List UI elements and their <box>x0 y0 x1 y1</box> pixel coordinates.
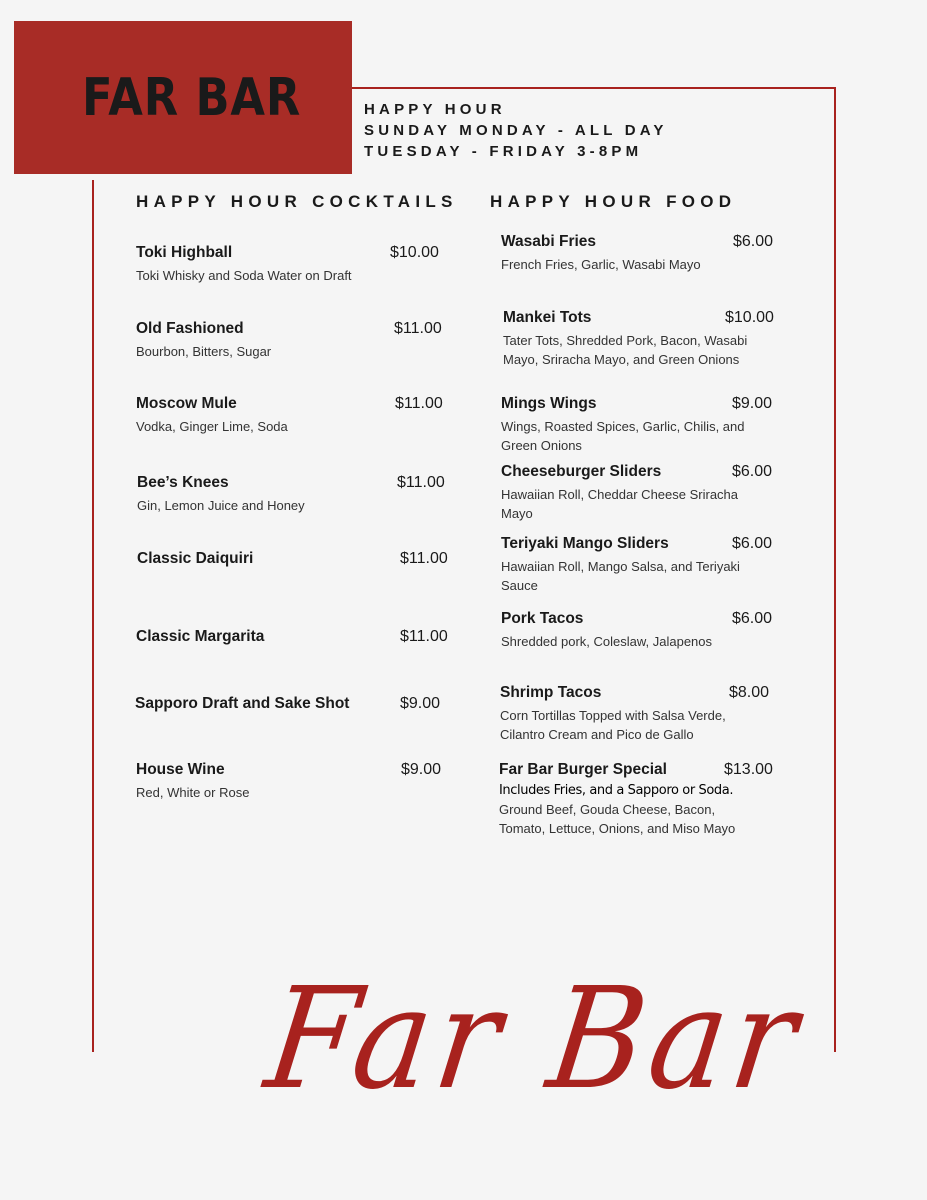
frame-right-line <box>834 87 836 1052</box>
item-description: French Fries, Garlic, Wasabi Mayo <box>501 257 701 272</box>
item-price: $11.00 <box>394 320 442 337</box>
item-name: Toki Highball <box>136 244 233 261</box>
item-price: $11.00 <box>397 474 445 491</box>
cocktail-item <box>137 474 457 515</box>
cocktails-heading: HAPPY HOUR COCKTAILS <box>136 192 458 211</box>
frame-top-line <box>352 87 836 89</box>
item-price: $6.00 <box>733 233 774 250</box>
item-price: $9.00 <box>400 695 441 712</box>
item-description: Wings, Roasted Spices, Garlic, Chilis, and Green Onions <box>501 419 745 453</box>
logo: FAR BAR <box>82 68 302 128</box>
schedule-title: HAPPY HOUR <box>364 101 506 118</box>
frame-left-line <box>92 180 94 1052</box>
item-name: Mings Wings <box>501 395 597 412</box>
item-price: $9.00 <box>732 395 773 412</box>
item-description: Bourbon, Bitters, Sugar <box>136 344 272 359</box>
item-name: Bee’s Knees <box>137 474 229 491</box>
item-description: Hawaiian Roll, Cheddar Cheese Sriracha Mayo <box>501 487 739 521</box>
cocktail-item <box>136 761 456 802</box>
food-heading: HAPPY HOUR FOOD <box>490 192 737 211</box>
item-description: Gin, Lemon Juice and Honey <box>137 498 305 513</box>
food-item <box>501 610 773 651</box>
item-price: $10.00 <box>725 309 774 326</box>
item-price: $6.00 <box>732 535 773 552</box>
food-item <box>499 761 773 838</box>
item-name: House Wine <box>136 761 225 778</box>
item-price: $11.00 <box>400 550 448 567</box>
item-price: $6.00 <box>732 463 773 480</box>
food-item <box>501 535 773 595</box>
item-description: Vodka, Ginger Lime, Soda <box>136 419 288 434</box>
happy-hour-schedule <box>364 99 668 162</box>
item-name: Classic Margarita <box>136 628 265 645</box>
food-item <box>500 684 770 744</box>
item-description: Corn Tortillas Topped with Salsa Verde, Cilantro Cream and Pico de Gallo <box>500 708 726 742</box>
cocktail-item <box>136 320 456 361</box>
food-item <box>501 395 773 455</box>
item-name: Mankei Tots <box>503 309 592 326</box>
food-item <box>501 233 774 274</box>
schedule-weekend: SUNDAY MONDAY - ALL DAY <box>364 122 668 139</box>
item-price: $11.00 <box>400 628 448 645</box>
item-description: Hawaiian Roll, Mango Salsa, and Teriyaki Sauce <box>501 559 740 593</box>
item-description: Shredded pork, Coleslaw, Jalapenos <box>501 634 713 649</box>
item-name: Old Fashioned <box>136 320 244 337</box>
cocktail-item <box>136 395 456 436</box>
item-name: Shrimp Tacos <box>500 684 602 701</box>
food-item <box>501 463 773 523</box>
item-description: Red, White or Rose <box>136 785 250 800</box>
item-name: Classic Daiquiri <box>137 550 254 567</box>
item-name: Sapporo Draft and Sake Shot <box>135 695 350 712</box>
item-description: Toki Whisky and Soda Water on Draft <box>136 268 352 283</box>
food-item <box>503 309 774 369</box>
item-name: Far Bar Burger Special <box>499 761 667 778</box>
item-description: Tater Tots, Shredded Pork, Bacon, Wasabi Mayo, Sriracha Mayo, and Green Onions <box>503 333 748 367</box>
item-name: Teriyaki Mango Sliders <box>501 535 669 552</box>
item-name: Pork Tacos <box>501 610 584 627</box>
item-price: $6.00 <box>732 610 773 627</box>
cocktail-item <box>136 628 456 646</box>
cocktail-item <box>137 550 457 568</box>
item-price: $10.00 <box>390 244 439 261</box>
item-price: $11.00 <box>395 395 443 412</box>
signature-logo: Far Bar <box>257 958 811 1121</box>
item-note: Includes Fries, and a Sapporo or Soda. <box>499 783 734 798</box>
cocktail-item <box>135 695 455 713</box>
item-name: Cheeseburger Sliders <box>501 463 662 480</box>
item-name: Wasabi Fries <box>501 233 597 250</box>
item-price: $13.00 <box>724 761 773 778</box>
item-description: Ground Beef, Gouda Cheese, Bacon, Tomato, Lettuce, Onions, and Miso Mayo <box>499 802 736 836</box>
cocktail-item <box>136 244 456 285</box>
item-name: Moscow Mule <box>136 395 237 412</box>
item-price: $9.00 <box>401 761 442 778</box>
schedule-weekday: TUESDAY - FRIDAY 3-8PM <box>364 143 643 160</box>
item-price: $8.00 <box>729 684 770 701</box>
